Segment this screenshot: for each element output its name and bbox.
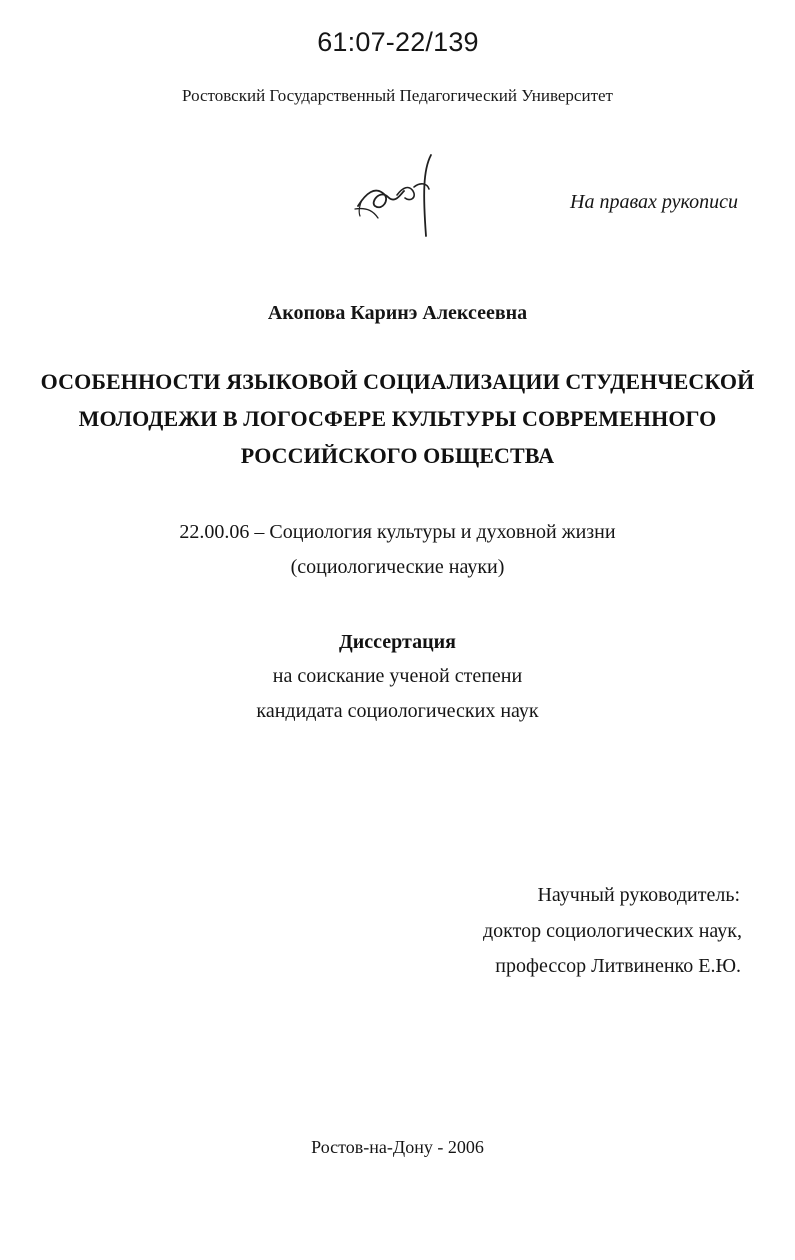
dissertation-heading: Диссертация bbox=[339, 631, 456, 653]
specialty-code: 22.00.06 – Социология культуры и духовной жизни bbox=[179, 521, 616, 543]
university-name: Ростовский Государственный Педагогический Университет bbox=[182, 86, 613, 105]
degree-line-2: кандидата социологических наук bbox=[256, 700, 539, 722]
author-name: Акопова Каринэ Алексеевна bbox=[267, 302, 528, 324]
dissertation-title-line-3: РОССИЙСКОГО ОБЩЕСТВА bbox=[240, 443, 555, 468]
dissertation-title-line-1: ОСОБЕННОСТИ ЯЗЫКОВОЙ СОЦИАЛИЗАЦИИ СТУДЕНЧЕСКОЙ bbox=[40, 369, 755, 394]
catalog-code: 61:07-22/139 bbox=[317, 27, 479, 57]
supervisor-label: Научный руководитель: bbox=[537, 884, 740, 906]
degree-line-1: на соискание ученой степени bbox=[272, 665, 523, 687]
supervisor-degree: доктор социологических наук, bbox=[482, 920, 742, 942]
supervisor-name: профессор Литвиненко Е.Ю. bbox=[495, 955, 741, 977]
city-year: Ростов-на-Дону - 2006 bbox=[311, 1137, 484, 1157]
specialty-field: (социологические науки) bbox=[290, 556, 505, 578]
handwritten-signature-icon bbox=[348, 148, 448, 243]
manuscript-rights-note: На правах рукописи bbox=[570, 191, 738, 213]
dissertation-title-line-2: МОЛОДЕЖИ В ЛОГОСФЕРЕ КУЛЬТУРЫ СОВРЕМЕННОГО bbox=[78, 406, 717, 431]
